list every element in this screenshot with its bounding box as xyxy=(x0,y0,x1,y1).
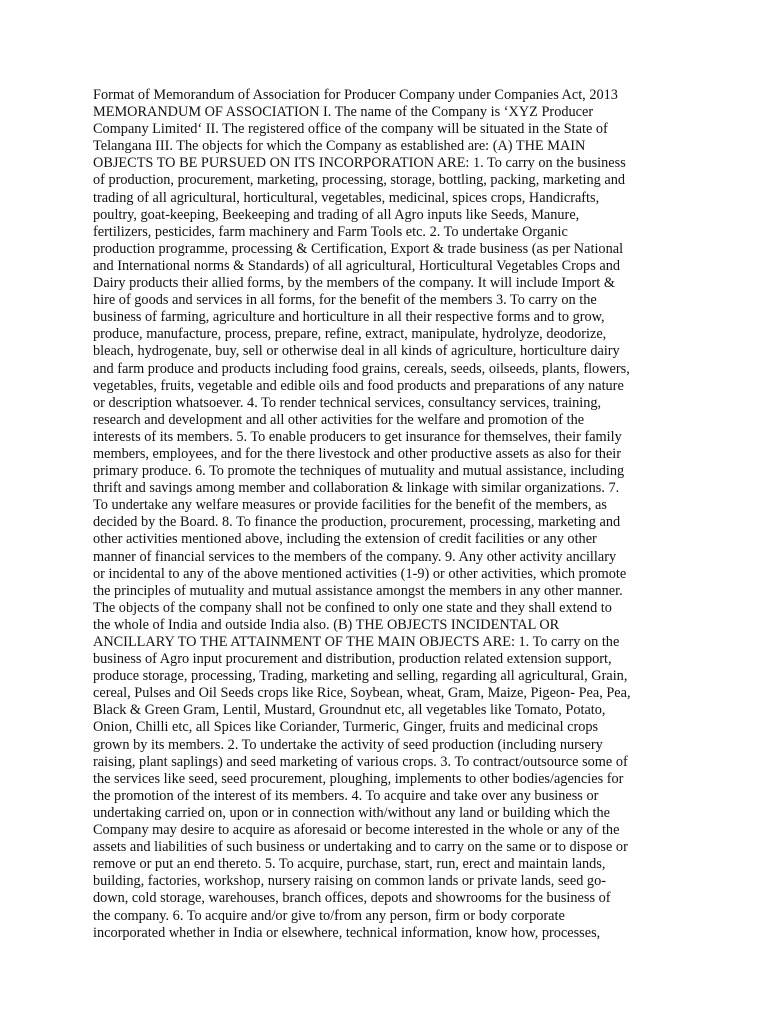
document-text-line: thrift and savings among member and collaboration & linkage with similar organizations. 7. xyxy=(93,480,620,497)
document-text-line: cereal, Pulses and Oil Seeds crops like Rice, Soybean, wheat, Gram, Maize, Pigeon- Pea, Pea, xyxy=(93,685,631,702)
document-text-line: interests of its members. 5. To enable producers to get insurance for themselves, their family xyxy=(93,428,622,445)
document-text-line: To undertake any welfare measures or provide facilities for the benefit of the members, as xyxy=(93,497,607,514)
document-text-line: the promotion of the interest of its members. 4. To acquire and take over any business or xyxy=(93,787,599,804)
document-text-line: the principles of mutuality and mutual assistance amongst the members in any other manner. xyxy=(93,582,623,599)
document-text-line: undertaking carried on, upon or in connection with/without any land or building which the xyxy=(93,804,610,821)
document-text-line: Company Limited‘ II. The registered office of the company will be situated in the State of xyxy=(93,121,608,138)
document-text-line: the services like seed, seed procurement, ploughing, implements to other bodies/agencies for xyxy=(93,770,624,787)
document-text-line: fertilizers, pesticides, farm machinery and Farm Tools etc. 2. To undertake Organic xyxy=(93,223,568,240)
document-text-line: building, factories, workshop, nursery raising on common lands or private lands, seed go- xyxy=(93,873,606,890)
document-text-line: grown by its members. 2. To undertake the activity of seed production (including nursery xyxy=(93,736,603,753)
document-text-line: poultry, goat-keeping, Beekeeping and trading of all Agro inputs like Seeds, Manure, xyxy=(93,206,580,223)
document-text-line: raising, plant saplings) and seed marketing of various crops. 3. To contract/outsource some of xyxy=(93,753,628,770)
document-text-line: or incidental to any of the above mentioned activities (1-9) or other activities, which promote xyxy=(93,565,627,582)
document-text-line: business of farming, agriculture and horticulture in all their respective forms and to grow, xyxy=(93,309,605,326)
document-text-line: assets and liabilities of such business or undertaking and to carry on the same or to dispose or xyxy=(93,839,628,856)
document-text-line: The objects of the company shall not be confined to only one state and they shall extend to xyxy=(93,599,612,616)
document-text-line: vegetables, fruits, vegetable and edible oils and food products and preparations of any nature xyxy=(93,377,624,394)
document-text-line: ANCILLARY TO THE ATTAINMENT OF THE MAIN OBJECTS ARE: 1. To carry on the xyxy=(93,634,620,650)
document-text-line: and International norms & Standards) of all agricultural, Horticultural Vegetables Crops and xyxy=(93,257,620,274)
document-text-line: primary produce. 6. To promote the techniques of mutuality and mutual assistance, including xyxy=(93,463,625,480)
document-text-line: Onion, Chilli etc, all Spices like Coriander, Turmeric, Ginger, fruits and medicinal crops xyxy=(93,719,599,736)
document-text-line: production programme, processing & Certification, Export & trade business (as per National xyxy=(93,240,624,257)
document-text-line: Black & Green Gram, Lentil, Mustard, Groundnut etc, all vegetables like Tomato, Potato, xyxy=(93,702,606,719)
document-text-line: remove or put an end thereto. 5. To acquire, purchase, start, run, erect and maintain lands, xyxy=(93,856,606,873)
document-text-line: business of Agro input procurement and distribution, production related extension support, xyxy=(93,651,612,668)
document-text-line: OBJECTS TO BE PURSUED ON ITS INCORPORATION ARE: 1. To carry on the business xyxy=(93,155,626,172)
document-text-line: Format of Memorandum of Association for Producer Company under Companies Act, 2013 xyxy=(93,87,618,103)
document-text-line: hire of goods and services in all forms, for the benefit of the members 3. To carry on the xyxy=(93,292,597,309)
document-text-line: produce, manufacture, process, prepare, refine, extract, manipulate, hydrolyze, deodorize, xyxy=(93,326,607,343)
document-text-line: down, cold storage, warehouses, branch offices, depots and showrooms for the business of xyxy=(93,890,611,907)
document-text-line: Telangana III. The objects for which the Company as established are: (A) THE MAIN xyxy=(93,138,586,155)
document-text-line: incorporated whether in India or elsewhere, technical information, know how, processes, xyxy=(93,924,601,941)
document-text-line: MEMORANDUM OF ASSOCIATION I. The name of the Company is ‘XYZ Producer xyxy=(93,104,594,121)
document-text-line: and farm produce and products including food grains, cereals, seeds, oilseeds, plants, flowers, xyxy=(93,360,630,377)
document-text-line: Dairy products their allied forms, by the members of the company. It will include Import & xyxy=(93,275,615,292)
document-body-text xyxy=(93,87,693,942)
document-text-line: decided by the Board. 8. To finance the production, procurement, processing, marketing and xyxy=(93,514,621,531)
document-text-line: produce storage, processing, Trading, marketing and selling, regarding all agricultural, Grain, xyxy=(93,668,628,685)
document-text-line: Company may desire to acquire as aforesaid or become interested in the whole or any of the xyxy=(93,822,620,839)
document-text-line: manner of financial services to the members of the company. 9. Any other activity ancillary xyxy=(93,548,617,565)
document-text-line: of production, procurement, marketing, processing, storage, bottling, packing, marketing and xyxy=(93,172,626,189)
document-text-line: bleach, hydrogenate, buy, sell or otherwise deal in all kinds of agriculture, horticulture dairy xyxy=(93,343,620,360)
document-text-line: trading of all agricultural, horticultural, vegetables, medicinal, spices crops, Handicrafts, xyxy=(93,189,600,206)
document-text-line: research and development and all other activities for the welfare and promotion of the xyxy=(93,411,585,428)
document-text-line: or description whatsoever. 4. To render technical services, consultancy services, training, xyxy=(93,394,602,411)
document-text-line: the company. 6. To acquire and/or give to/from any person, firm or body corporate xyxy=(93,907,565,924)
document-text-line: the whole of India and outside India also. (B) THE OBJECTS INCIDENTAL OR xyxy=(93,616,560,633)
document-text-line: other activities mentioned above, including the extension of credit facilities or any other xyxy=(93,531,597,548)
document-text-line: members, employees, and for the there livestock and other productive assets as also for their xyxy=(93,445,622,462)
